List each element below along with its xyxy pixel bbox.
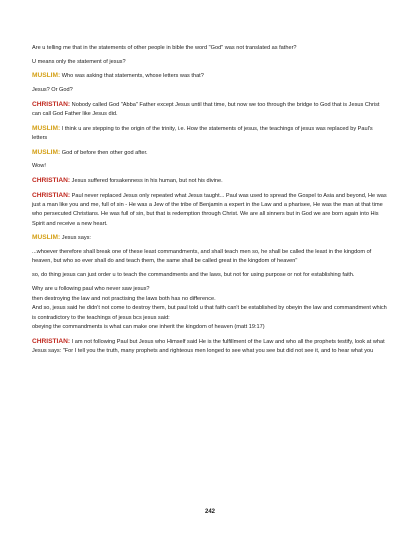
paragraph	[32, 304, 388, 323]
paragraph	[32, 191, 388, 229]
paragraph	[32, 323, 388, 332]
paragraph-text: ...whoever therefore shall break one of these least commandments, and shall teach men so, he shall be called the least in the kingdom of heaven, but who so ever shall do and teach them, the same shall be called great in the kingdom of heaven"	[32, 249, 373, 265]
paragraph-text: And so, jesus said he didn't not come to destroy them, but paul told u that faith can't be established by obeyin the law and commandment which is contradictory to the teachings of jesus bcs jesus said:	[32, 305, 389, 321]
page-number: 242	[204, 509, 215, 515]
paragraph-text: Are u telling me that in the statements of other people in bible the word "God" was not translated as father?	[32, 45, 297, 51]
speaker-label-muslim: MUSLIM:	[32, 72, 61, 80]
paragraph	[32, 124, 388, 144]
paragraph-text: I am not following Paul but Jesus who Himself said He is the fulfillment of the Law and who all the prophets testify, look at what Jesus says: "For I tell you the truth, many prophets and righteous men longed to see what you see but did not see it, and to hear what you	[32, 339, 387, 355]
paragraph	[32, 44, 388, 53]
paragraph-text: Jesus says:	[61, 235, 91, 242]
speaker-label-christian: CHRISTIAN:	[32, 100, 71, 108]
paragraph	[32, 71, 388, 81]
paragraph-text: Paul never replaced Jesus only repeated what Jesus taught... Paul was used to spread the Gospel to Asia and beyond, He was just a man like you and me, full of sin - He was a Jew of the tribe of Benjamin a expert in the Law and a pharisee, He was the man at that time who persecuted Christians. He was full of sin, but that is redemption through Christ. We are all sinners but in God we are born again into His Spirit and receive a new heart.	[32, 192, 389, 227]
paragraph-text: Who was asking that statements, whose letters was that?	[61, 73, 204, 80]
paragraph	[32, 162, 388, 171]
speaker-label-muslim: MUSLIM:	[32, 148, 61, 156]
paragraph	[32, 248, 388, 267]
paragraph	[32, 58, 388, 67]
paragraph	[32, 337, 388, 357]
speaker-label-christian: CHRISTIAN:	[32, 338, 71, 346]
paragraph-text: Wow!	[32, 163, 46, 170]
paragraph-text: Jesus suffered forsakenness in his human, but not his divine.	[71, 178, 223, 185]
page-content	[32, 44, 388, 361]
paragraph	[32, 86, 388, 95]
paragraph-text: God of before then other god after.	[61, 149, 148, 156]
speaker-label-muslim: MUSLIM:	[32, 124, 61, 132]
paragraph	[32, 295, 388, 304]
paragraph-text: I think u are stepping to the origin of the trinity, i.e. How the statements of jesus, the teachings of jesus was replaced by Paul's letters	[32, 125, 375, 142]
paragraph	[32, 176, 388, 186]
paragraph-text: obeying the commandments is what can make one inherit the kingdom of heaven (matt 19:17)	[32, 324, 265, 331]
paragraph-text: Jesus? Or God?	[32, 87, 73, 94]
speaker-label-muslim: MUSLIM:	[32, 234, 61, 242]
speaker-label-christian: CHRISTIAN:	[32, 191, 71, 199]
paragraph	[32, 233, 388, 243]
paragraph-text: U means only the statement of jesus?	[32, 58, 126, 65]
paragraph	[32, 285, 388, 294]
speaker-label-christian: CHRISTIAN:	[32, 177, 71, 185]
paragraph-text: then destroying the law and not practising the laws both has no difference.	[32, 295, 216, 302]
paragraph-text: Nobody called God "Abba" Father except Jesus until that time, but now we too through the bridge to God that is Jesus Christ can call God Father like Jesus did.	[32, 101, 381, 118]
paragraph	[32, 271, 388, 280]
paragraph	[32, 100, 388, 120]
paragraph-text: Why are u following paul who never saw jesus?	[32, 285, 150, 292]
paragraph	[32, 148, 388, 158]
paragraph-text: so, do thing jesus can just order u to teach the commandments and the laws, but not for using purpose or not for establishing faith.	[32, 272, 355, 279]
